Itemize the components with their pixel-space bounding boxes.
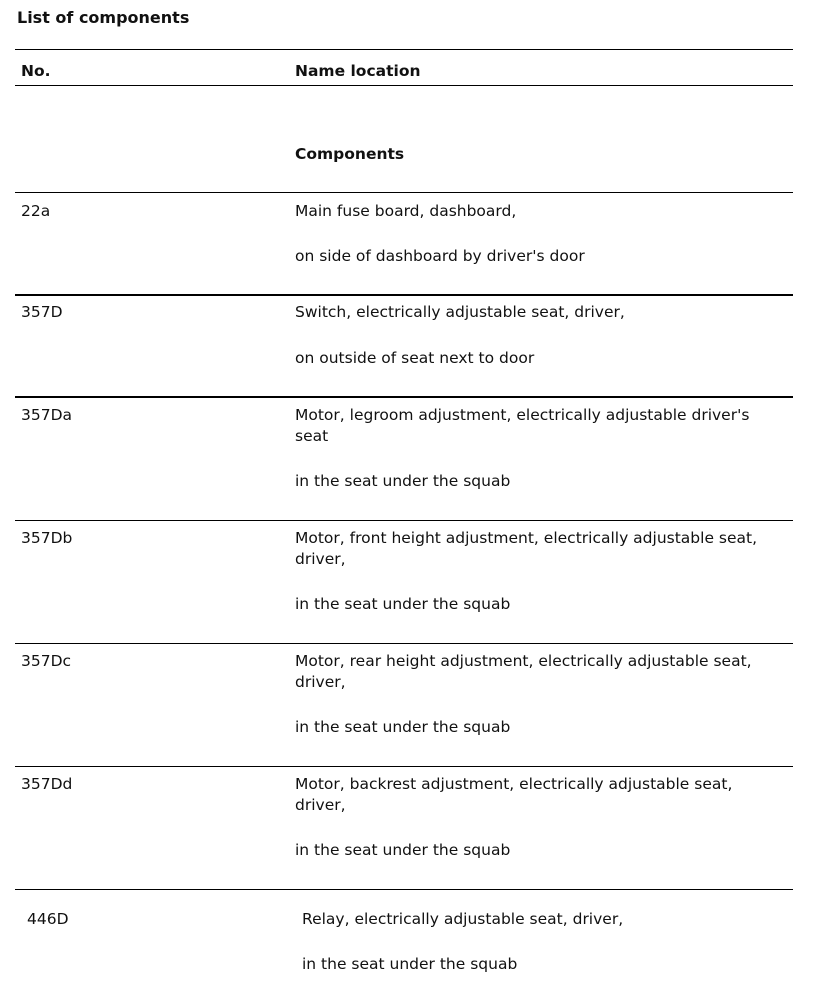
component-name: Switch, electrically adjustable seat, driver, [295,303,625,321]
header-no: No. [21,62,51,80]
component-name: Motor, legroom adjustment, electrically adjustable driver's seat [295,406,750,445]
component-name: Motor, rear height adjustment, electrically adjustable seat, driver, [295,652,752,691]
component-location: on outside of seat next to door [295,349,535,367]
component-location: in the seat under the squab [295,595,511,613]
component-number: 357Dd [21,775,73,793]
component-location: in the seat under the squab [295,718,511,736]
component-name: Main fuse board, dashboard, [295,202,517,220]
row-divider [15,889,793,890]
component-location: in the seat under the squab [295,472,511,490]
component-number: 357Db [21,529,73,547]
component-name: Relay, electrically adjustable seat, driver, [302,910,624,928]
component-number: 22a [21,202,51,220]
row-divider [15,396,793,398]
row-divider [15,294,793,296]
component-location: on side of dashboard by driver's door [295,247,585,265]
component-number: 446D [27,910,69,928]
component-number: 357Da [21,406,73,424]
component-location: in the seat under the squab [302,955,518,973]
table-top-rule [15,49,793,50]
component-name: Motor, backrest adjustment, electrically adjustable seat, driver, [295,775,733,814]
section-heading: Components [295,145,405,163]
document-title: List of components [17,8,190,27]
header-bottom-rule [15,85,793,86]
component-name: Motor, front height adjustment, electrically adjustable seat, driver, [295,529,758,568]
row-divider [15,643,793,644]
row-divider [15,192,793,193]
row-divider [15,520,793,521]
header-name-location: Name location [295,62,421,80]
component-number: 357D [21,303,63,321]
component-number: 357Dc [21,652,72,670]
row-divider [15,766,793,767]
component-location: in the seat under the squab [295,841,511,859]
